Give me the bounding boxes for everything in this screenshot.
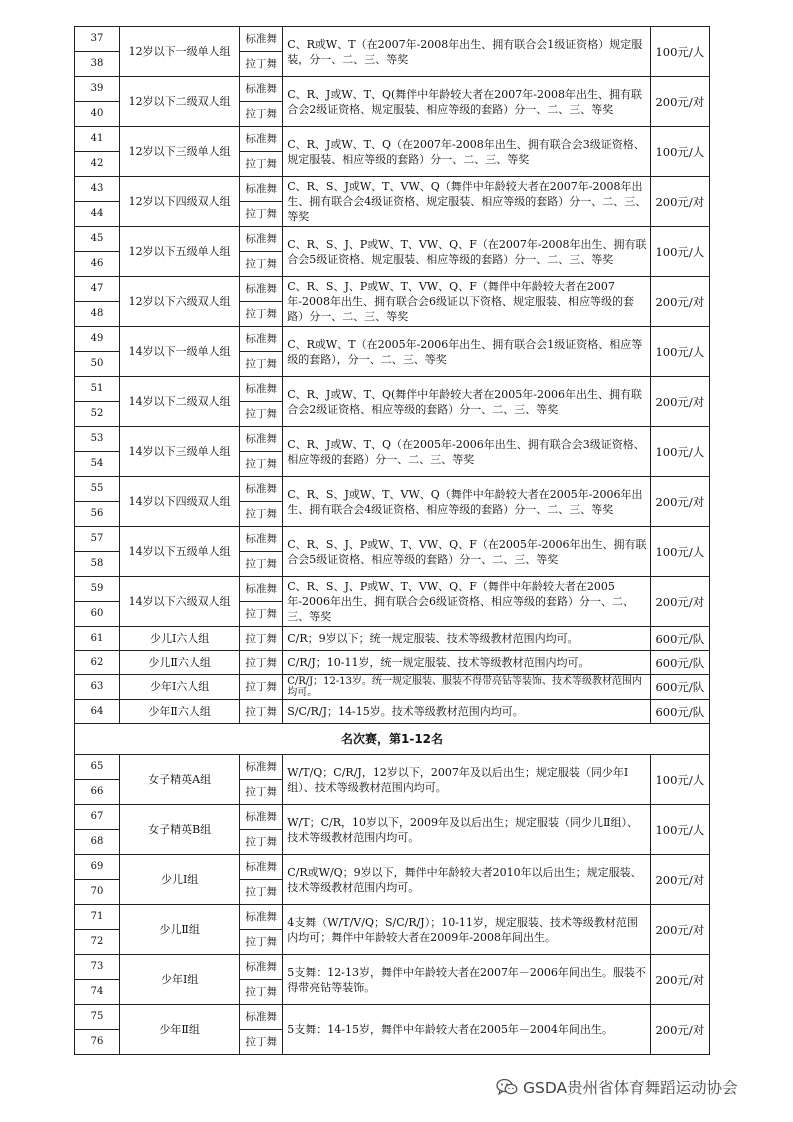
group-name: 少年Ⅱ六人组 bbox=[119, 700, 239, 724]
event-number: 63 bbox=[75, 675, 120, 700]
dance-type: 标准舞 bbox=[240, 427, 283, 452]
event-requirements: C、R、J或W、T、Q（在2005年-2006年出生、拥有联合会3级证资格、相应等级的套路）分一、二、三、等奖 bbox=[283, 427, 651, 477]
group-name: 少儿Ⅰ六人组 bbox=[119, 627, 239, 651]
entry-fee: 600元/队 bbox=[650, 651, 709, 675]
event-requirements: C/R/J；12-13岁。统一规定服装、服装不得带亮钻等装饰、技术等级教材范围内均可。 bbox=[283, 675, 651, 700]
wechat-icon bbox=[496, 1078, 518, 1100]
table-row bbox=[75, 675, 710, 700]
event-number: 74 bbox=[75, 980, 120, 1005]
dance-type: 拉丁舞 bbox=[240, 252, 283, 277]
event-number: 50 bbox=[75, 352, 120, 377]
event-requirements: 5支舞：14-15岁，舞伴中年龄较大者在2005年－2004年间出生。 bbox=[283, 1005, 651, 1055]
table-row bbox=[75, 327, 710, 352]
table-row bbox=[75, 177, 710, 202]
event-number: 56 bbox=[75, 502, 120, 527]
group-name: 少儿Ⅱ六人组 bbox=[119, 651, 239, 675]
group-name: 12岁以下一级单人组 bbox=[119, 27, 239, 77]
table-row bbox=[75, 855, 710, 880]
table-row bbox=[75, 905, 710, 930]
table-row bbox=[75, 627, 710, 651]
event-requirements: C/R或W/Q；9岁以下，舞伴中年龄较大者2010年以后出生；规定服装、技术等级教材范围内均可。 bbox=[283, 855, 651, 905]
event-number: 47 bbox=[75, 277, 120, 302]
event-requirements: C、R、S、J或W、T、VW、Q（舞伴中年龄较大者在2007年-2008年出生、拥有联合会4级证资格、规定服装、相应等级的套路）分一、二、三、等奖 bbox=[283, 177, 651, 227]
event-number: 53 bbox=[75, 427, 120, 452]
watermark-text: GSDA贵州省体育舞蹈运动协会 bbox=[523, 1079, 738, 1097]
event-requirements: 5支舞：12-13岁，舞伴中年龄较大者在2007年－2006年间出生。服装不得带亮钻等装饰。 bbox=[283, 955, 651, 1005]
group-name: 14岁以下三级单人组 bbox=[119, 427, 239, 477]
dance-type: 拉丁舞 bbox=[240, 830, 283, 855]
dance-type: 标准舞 bbox=[240, 177, 283, 202]
event-number: 60 bbox=[75, 602, 120, 627]
event-requirements: C、R或W、T（在2005年-2006年出生、拥有联合会1级证资格、相应等级的套路），分一、二、三、等奖 bbox=[283, 327, 651, 377]
event-number: 54 bbox=[75, 452, 120, 477]
dance-type: 标准舞 bbox=[240, 805, 283, 830]
event-requirements: S/C/R/J；14-15岁。技术等级教材范围内均可。 bbox=[283, 700, 651, 724]
event-number: 55 bbox=[75, 477, 120, 502]
dance-type: 拉丁舞 bbox=[240, 452, 283, 477]
event-number: 67 bbox=[75, 805, 120, 830]
dance-type: 标准舞 bbox=[240, 577, 283, 602]
table-row bbox=[75, 527, 710, 552]
competition-table bbox=[74, 26, 710, 1055]
event-number: 71 bbox=[75, 905, 120, 930]
group-name: 少儿Ⅰ组 bbox=[119, 855, 239, 905]
event-requirements: C、R、S、J或W、T、VW、Q（舞伴中年龄较大者在2005年-2006年出生、拥有联合会4级证资格、相应等级的套路）分一、二、三、等奖 bbox=[283, 477, 651, 527]
entry-fee: 200元/对 bbox=[650, 577, 709, 627]
dance-type: 标准舞 bbox=[240, 327, 283, 352]
table-row bbox=[75, 377, 710, 402]
event-number: 59 bbox=[75, 577, 120, 602]
event-requirements: C、R、S、J、P或W、T、VW、Q、F（舞伴中年龄较大者在2005年-2006年出生、拥有联合会6级证资格、相应等级的套路）分一、二、三、等奖 bbox=[283, 577, 651, 627]
group-name: 12岁以下六级双人组 bbox=[119, 277, 239, 327]
event-number: 45 bbox=[75, 227, 120, 252]
group-name: 少儿Ⅱ组 bbox=[119, 905, 239, 955]
entry-fee: 100元/人 bbox=[650, 527, 709, 577]
group-name: 少年Ⅱ组 bbox=[119, 1005, 239, 1055]
dance-type: 拉丁舞 bbox=[240, 651, 283, 675]
competition-table-body bbox=[75, 27, 710, 1055]
table-row bbox=[75, 77, 710, 102]
event-number: 68 bbox=[75, 830, 120, 855]
group-name: 女子精英B组 bbox=[119, 805, 239, 855]
table-row bbox=[75, 277, 710, 302]
dance-type: 拉丁舞 bbox=[240, 52, 283, 77]
dance-type: 拉丁舞 bbox=[240, 627, 283, 651]
entry-fee: 200元/对 bbox=[650, 905, 709, 955]
group-name: 14岁以下六级双人组 bbox=[119, 577, 239, 627]
event-requirements: C、R、S、J、P或W、T、VW、Q、F（舞伴中年龄较大者在2007年-2008年出生、拥有联合会6级证以下资格、规定服装、相应等级的套路）分一、二、三、等奖 bbox=[283, 277, 651, 327]
event-number: 43 bbox=[75, 177, 120, 202]
event-number: 64 bbox=[75, 700, 120, 724]
group-name: 14岁以下五级单人组 bbox=[119, 527, 239, 577]
event-requirements: C、R或W、T（在2007年-2008年出生、拥有联合会1级证资格）规定服装，分一、二、三、等奖 bbox=[283, 27, 651, 77]
entry-fee: 100元/人 bbox=[650, 27, 709, 77]
event-number: 76 bbox=[75, 1030, 120, 1055]
table-row bbox=[75, 227, 710, 252]
dance-type: 拉丁舞 bbox=[240, 302, 283, 327]
event-number: 73 bbox=[75, 955, 120, 980]
event-number: 75 bbox=[75, 1005, 120, 1030]
dance-type: 标准舞 bbox=[240, 277, 283, 302]
group-name: 14岁以下四级双人组 bbox=[119, 477, 239, 527]
table-row bbox=[75, 477, 710, 502]
dance-type: 拉丁舞 bbox=[240, 880, 283, 905]
group-name: 12岁以下二级双人组 bbox=[119, 77, 239, 127]
entry-fee: 600元/队 bbox=[650, 675, 709, 700]
dance-type: 标准舞 bbox=[240, 227, 283, 252]
entry-fee: 100元/人 bbox=[650, 227, 709, 277]
dance-type: 标准舞 bbox=[240, 905, 283, 930]
dance-type: 拉丁舞 bbox=[240, 930, 283, 955]
entry-fee: 100元/人 bbox=[650, 755, 709, 805]
entry-fee: 200元/对 bbox=[650, 955, 709, 1005]
group-name: 少年Ⅰ组 bbox=[119, 955, 239, 1005]
entry-fee: 600元/队 bbox=[650, 627, 709, 651]
event-number: 61 bbox=[75, 627, 120, 651]
table-row bbox=[75, 955, 710, 980]
event-requirements: C、R、J或W、T、Q（在2007年-2008年出生、拥有联合会3级证资格、规定服装、相应等级的套路）分一、二、三、等奖 bbox=[283, 127, 651, 177]
event-number: 40 bbox=[75, 102, 120, 127]
entry-fee: 200元/对 bbox=[650, 477, 709, 527]
event-number: 57 bbox=[75, 527, 120, 552]
event-number: 66 bbox=[75, 780, 120, 805]
event-number: 58 bbox=[75, 552, 120, 577]
dance-type: 标准舞 bbox=[240, 377, 283, 402]
event-requirements: 4支舞（W/T/V/Q；S/C/R/J）；10-11岁，规定服装、技术等级教材范围内均可；舞伴中年龄较大者在2009年-2008年间出生。 bbox=[283, 905, 651, 955]
table-row bbox=[75, 805, 710, 830]
entry-fee: 600元/队 bbox=[650, 700, 709, 724]
event-requirements: C、R、J或W、T、Q(舞伴中年龄较大者在2005年-2006年出生、拥有联合会2级证资格、相应等级的套路）分一、二、三、等奖 bbox=[283, 377, 651, 427]
dance-type: 标准舞 bbox=[240, 477, 283, 502]
event-number: 51 bbox=[75, 377, 120, 402]
dance-type: 拉丁舞 bbox=[240, 675, 283, 700]
event-number: 49 bbox=[75, 327, 120, 352]
entry-fee: 200元/对 bbox=[650, 177, 709, 227]
dance-type: 标准舞 bbox=[240, 77, 283, 102]
group-name: 女子精英A组 bbox=[119, 755, 239, 805]
event-number: 44 bbox=[75, 202, 120, 227]
entry-fee: 100元/人 bbox=[650, 805, 709, 855]
entry-fee: 100元/人 bbox=[650, 127, 709, 177]
dance-type: 标准舞 bbox=[240, 527, 283, 552]
dance-type: 标准舞 bbox=[240, 955, 283, 980]
event-requirements: C/R；9岁以下；统一规定服装、技术等级教材范围内均可。 bbox=[283, 627, 651, 651]
dance-type: 拉丁舞 bbox=[240, 202, 283, 227]
dance-type: 拉丁舞 bbox=[240, 552, 283, 577]
dance-type: 拉丁舞 bbox=[240, 102, 283, 127]
event-number: 70 bbox=[75, 880, 120, 905]
competition-table-sheet bbox=[74, 26, 710, 1055]
dance-type: 拉丁舞 bbox=[240, 502, 283, 527]
table-row bbox=[75, 700, 710, 724]
entry-fee: 200元/对 bbox=[650, 77, 709, 127]
table-row bbox=[75, 577, 710, 602]
group-name: 14岁以下二级双人组 bbox=[119, 377, 239, 427]
dance-type: 拉丁舞 bbox=[240, 152, 283, 177]
event-number: 41 bbox=[75, 127, 120, 152]
event-number: 69 bbox=[75, 855, 120, 880]
group-name: 12岁以下五级单人组 bbox=[119, 227, 239, 277]
dance-type: 标准舞 bbox=[240, 27, 283, 52]
table-row bbox=[75, 755, 710, 780]
group-name: 14岁以下一级单人组 bbox=[119, 327, 239, 377]
event-number: 48 bbox=[75, 302, 120, 327]
dance-type: 标准舞 bbox=[240, 855, 283, 880]
entry-fee: 200元/对 bbox=[650, 377, 709, 427]
event-number: 37 bbox=[75, 27, 120, 52]
event-number: 72 bbox=[75, 930, 120, 955]
table-row bbox=[75, 427, 710, 452]
event-requirements: C、R、S、J、P或W、T、VW、Q、F（在2005年-2006年出生、拥有联合会5级证资格、相应等级的套路）分一、二、三、等奖 bbox=[283, 527, 651, 577]
event-requirements: W/T/Q；C/R/J，12岁以下，2007年及以后出生；规定服装（同少年Ⅰ组）、技术等级教材范围内均可。 bbox=[283, 755, 651, 805]
group-name: 12岁以下四级双人组 bbox=[119, 177, 239, 227]
dance-type: 拉丁舞 bbox=[240, 402, 283, 427]
entry-fee: 100元/人 bbox=[650, 327, 709, 377]
dance-type: 拉丁舞 bbox=[240, 980, 283, 1005]
event-number: 62 bbox=[75, 651, 120, 675]
event-requirements: C、R、S、J、P或W、T、VW、Q、F（在2007年-2008年出生、拥有联合会5级证资格、规定服装、相应等级的套路）分一、二、三、等奖 bbox=[283, 227, 651, 277]
event-number: 42 bbox=[75, 152, 120, 177]
event-requirements: C/R/J；10-11岁，统一规定服装、技术等级教材范围内均可。 bbox=[283, 651, 651, 675]
watermark bbox=[496, 1076, 738, 1100]
entry-fee: 100元/人 bbox=[650, 427, 709, 477]
entry-fee: 200元/对 bbox=[650, 855, 709, 905]
dance-type: 拉丁舞 bbox=[240, 780, 283, 805]
entry-fee: 200元/对 bbox=[650, 277, 709, 327]
event-number: 38 bbox=[75, 52, 120, 77]
table-row bbox=[75, 1005, 710, 1030]
dance-type: 标准舞 bbox=[240, 127, 283, 152]
dance-type: 标准舞 bbox=[240, 1005, 283, 1030]
event-requirements: W/T；C/R，10岁以下，2009年及以后出生；规定服装（同少儿Ⅱ组）、技术等级教材范围内均可。 bbox=[283, 805, 651, 855]
event-number: 39 bbox=[75, 77, 120, 102]
group-name: 少年Ⅰ六人组 bbox=[119, 675, 239, 700]
group-name: 12岁以下三级单人组 bbox=[119, 127, 239, 177]
table-row bbox=[75, 651, 710, 675]
section-header-row bbox=[75, 724, 710, 755]
section-title: 名次赛，第1-12名 bbox=[75, 724, 710, 755]
dance-type: 拉丁舞 bbox=[240, 602, 283, 627]
dance-type: 标准舞 bbox=[240, 755, 283, 780]
event-number: 46 bbox=[75, 252, 120, 277]
event-number: 52 bbox=[75, 402, 120, 427]
table-row bbox=[75, 127, 710, 152]
dance-type: 拉丁舞 bbox=[240, 1030, 283, 1055]
event-requirements: C、R、J或W、T、Q(舞伴中年龄较大者在2007年-2008年出生、拥有联合会2级证资格、规定服装、相应等级的套路）分一、二、三、等奖 bbox=[283, 77, 651, 127]
table-row bbox=[75, 27, 710, 52]
dance-type: 拉丁舞 bbox=[240, 352, 283, 377]
entry-fee: 200元/对 bbox=[650, 1005, 709, 1055]
event-number: 65 bbox=[75, 755, 120, 780]
dance-type: 拉丁舞 bbox=[240, 700, 283, 724]
